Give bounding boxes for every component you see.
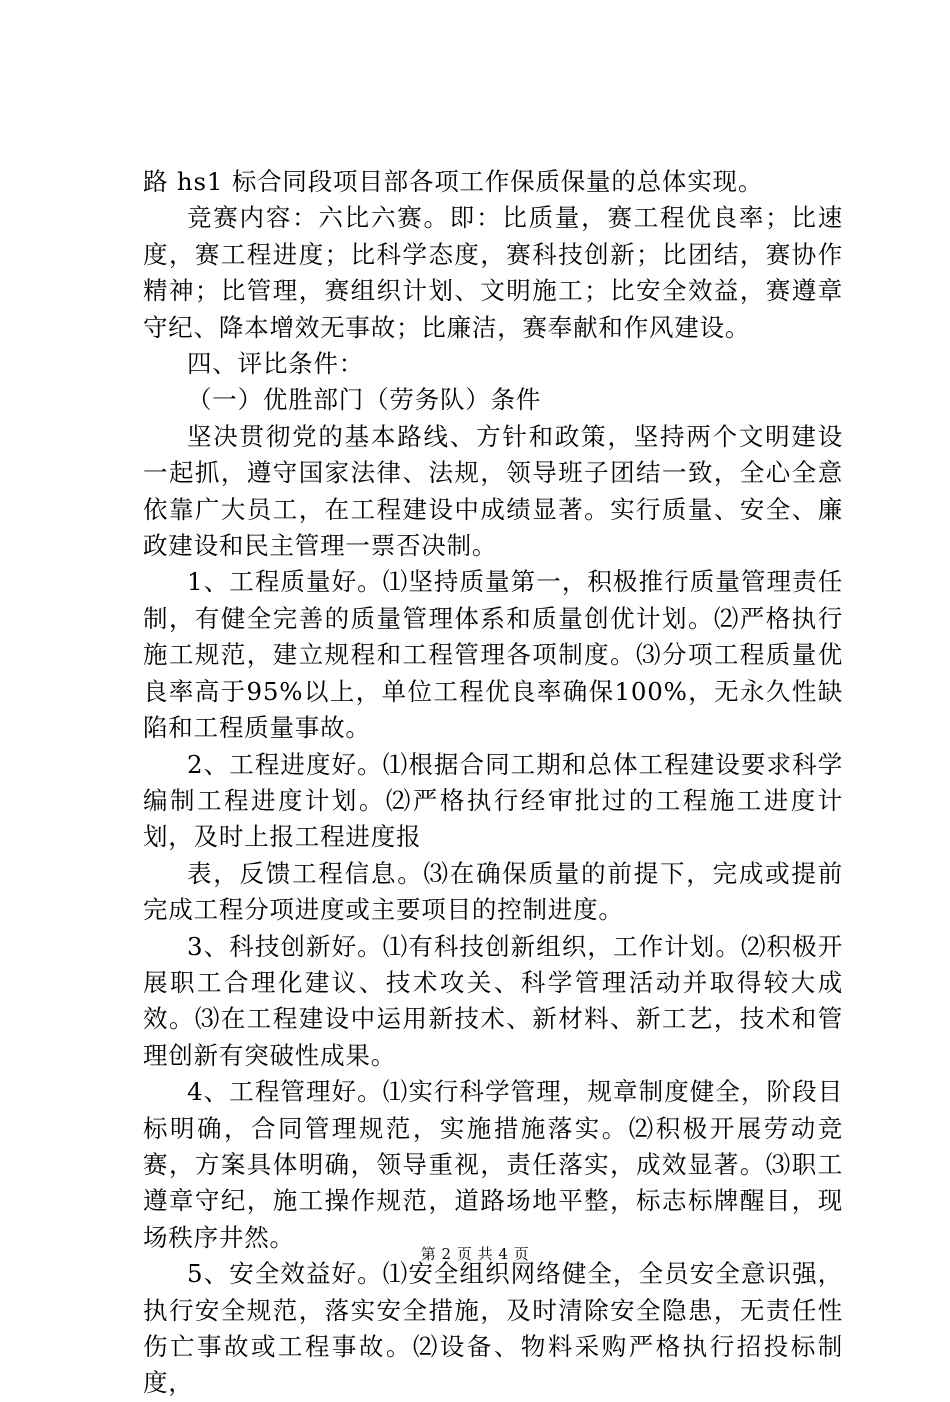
list-item: 3、科技创新好。⑴有科技创新组织，工作计划。⑵积极开展职工合理化建议、技术攻关、科学管理活动并取得较大成效。⑶在工程建设中运用新技术、新材料、新工艺，技术和管理创新有突破性成果。 bbox=[143, 931, 843, 1070]
list-item: 2、工程进度好。⑴根据合同工期和总体工程建设要求科学编制工程进度计划。⑵严格执行经审批过的工程施工进度计划，及时上报工程进度报 bbox=[143, 749, 843, 852]
list-item: 1、工程质量好。⑴坚持质量第一，积极推行质量管理责任制，有健全完善的质量管理体系和质量创优计划。⑵严格执行施工规范，建立规程和工程管理各项制度。⑶分项工程质量优良率高于95%以上，单位工程优良率确保100%，无永久性缺陷和工程质量事故。 bbox=[143, 567, 843, 743]
list-item: 5、安全效益好。⑴安全组织网络健全，全员安全意识强，执行安全规范，落实安全措施，及时清除安全隐患，无责任性伤亡事故或工程事故。⑵设备、物料采购严格执行招投标制度， bbox=[143, 1259, 843, 1398]
paragraph: 路 hs1 标合同段项目部各项工作保质保量的总体实现。 bbox=[143, 167, 764, 196]
section-heading: 四、评比条件： bbox=[187, 349, 365, 379]
paragraph: 竞赛内容：六比六赛。即：比质量，赛工程优良率；比速度，赛工程进度；比科学态度，赛科技创新；比团结，赛协作精神；比管理，赛组织计划、文明施工；比安全效益，赛遵章守纪、降本增效无事故；比廉洁，赛奉献和作风建设。 bbox=[143, 203, 843, 342]
paragraph: 表，反馈工程信息。⑶在确保质量的前提下，完成或提前完成工程分项进度或主要项目的控制进度。 bbox=[143, 858, 843, 925]
document-body bbox=[143, 164, 843, 1402]
list-item: 4、工程管理好。⑴实行科学管理，规章制度健全，阶段目标明确，合同管理规范，实施措施落实。⑵积极开展劳动竞赛，方案具体明确，领导重视，责任落实，成效显著。⑶职工遵章守纪，施工操作规范，道路场地平整，标志标牌醒目，现场秩序井然。 bbox=[143, 1077, 843, 1252]
paragraph: 坚决贯彻党的基本路线、方针和政策，坚持两个文明建设一起抓，遵守国家法律、法规，领导班子团结一致，全心全意依靠广大员工，在工程建设中成绩显著。实行质量、安全、廉政建设和民主管理一票否决制。 bbox=[143, 421, 843, 561]
page-number-footer: 第 2 页 共 4 页 bbox=[420, 1245, 530, 1263]
subsection-heading: （一）优胜部门（劳务队）条件 bbox=[187, 385, 542, 415]
